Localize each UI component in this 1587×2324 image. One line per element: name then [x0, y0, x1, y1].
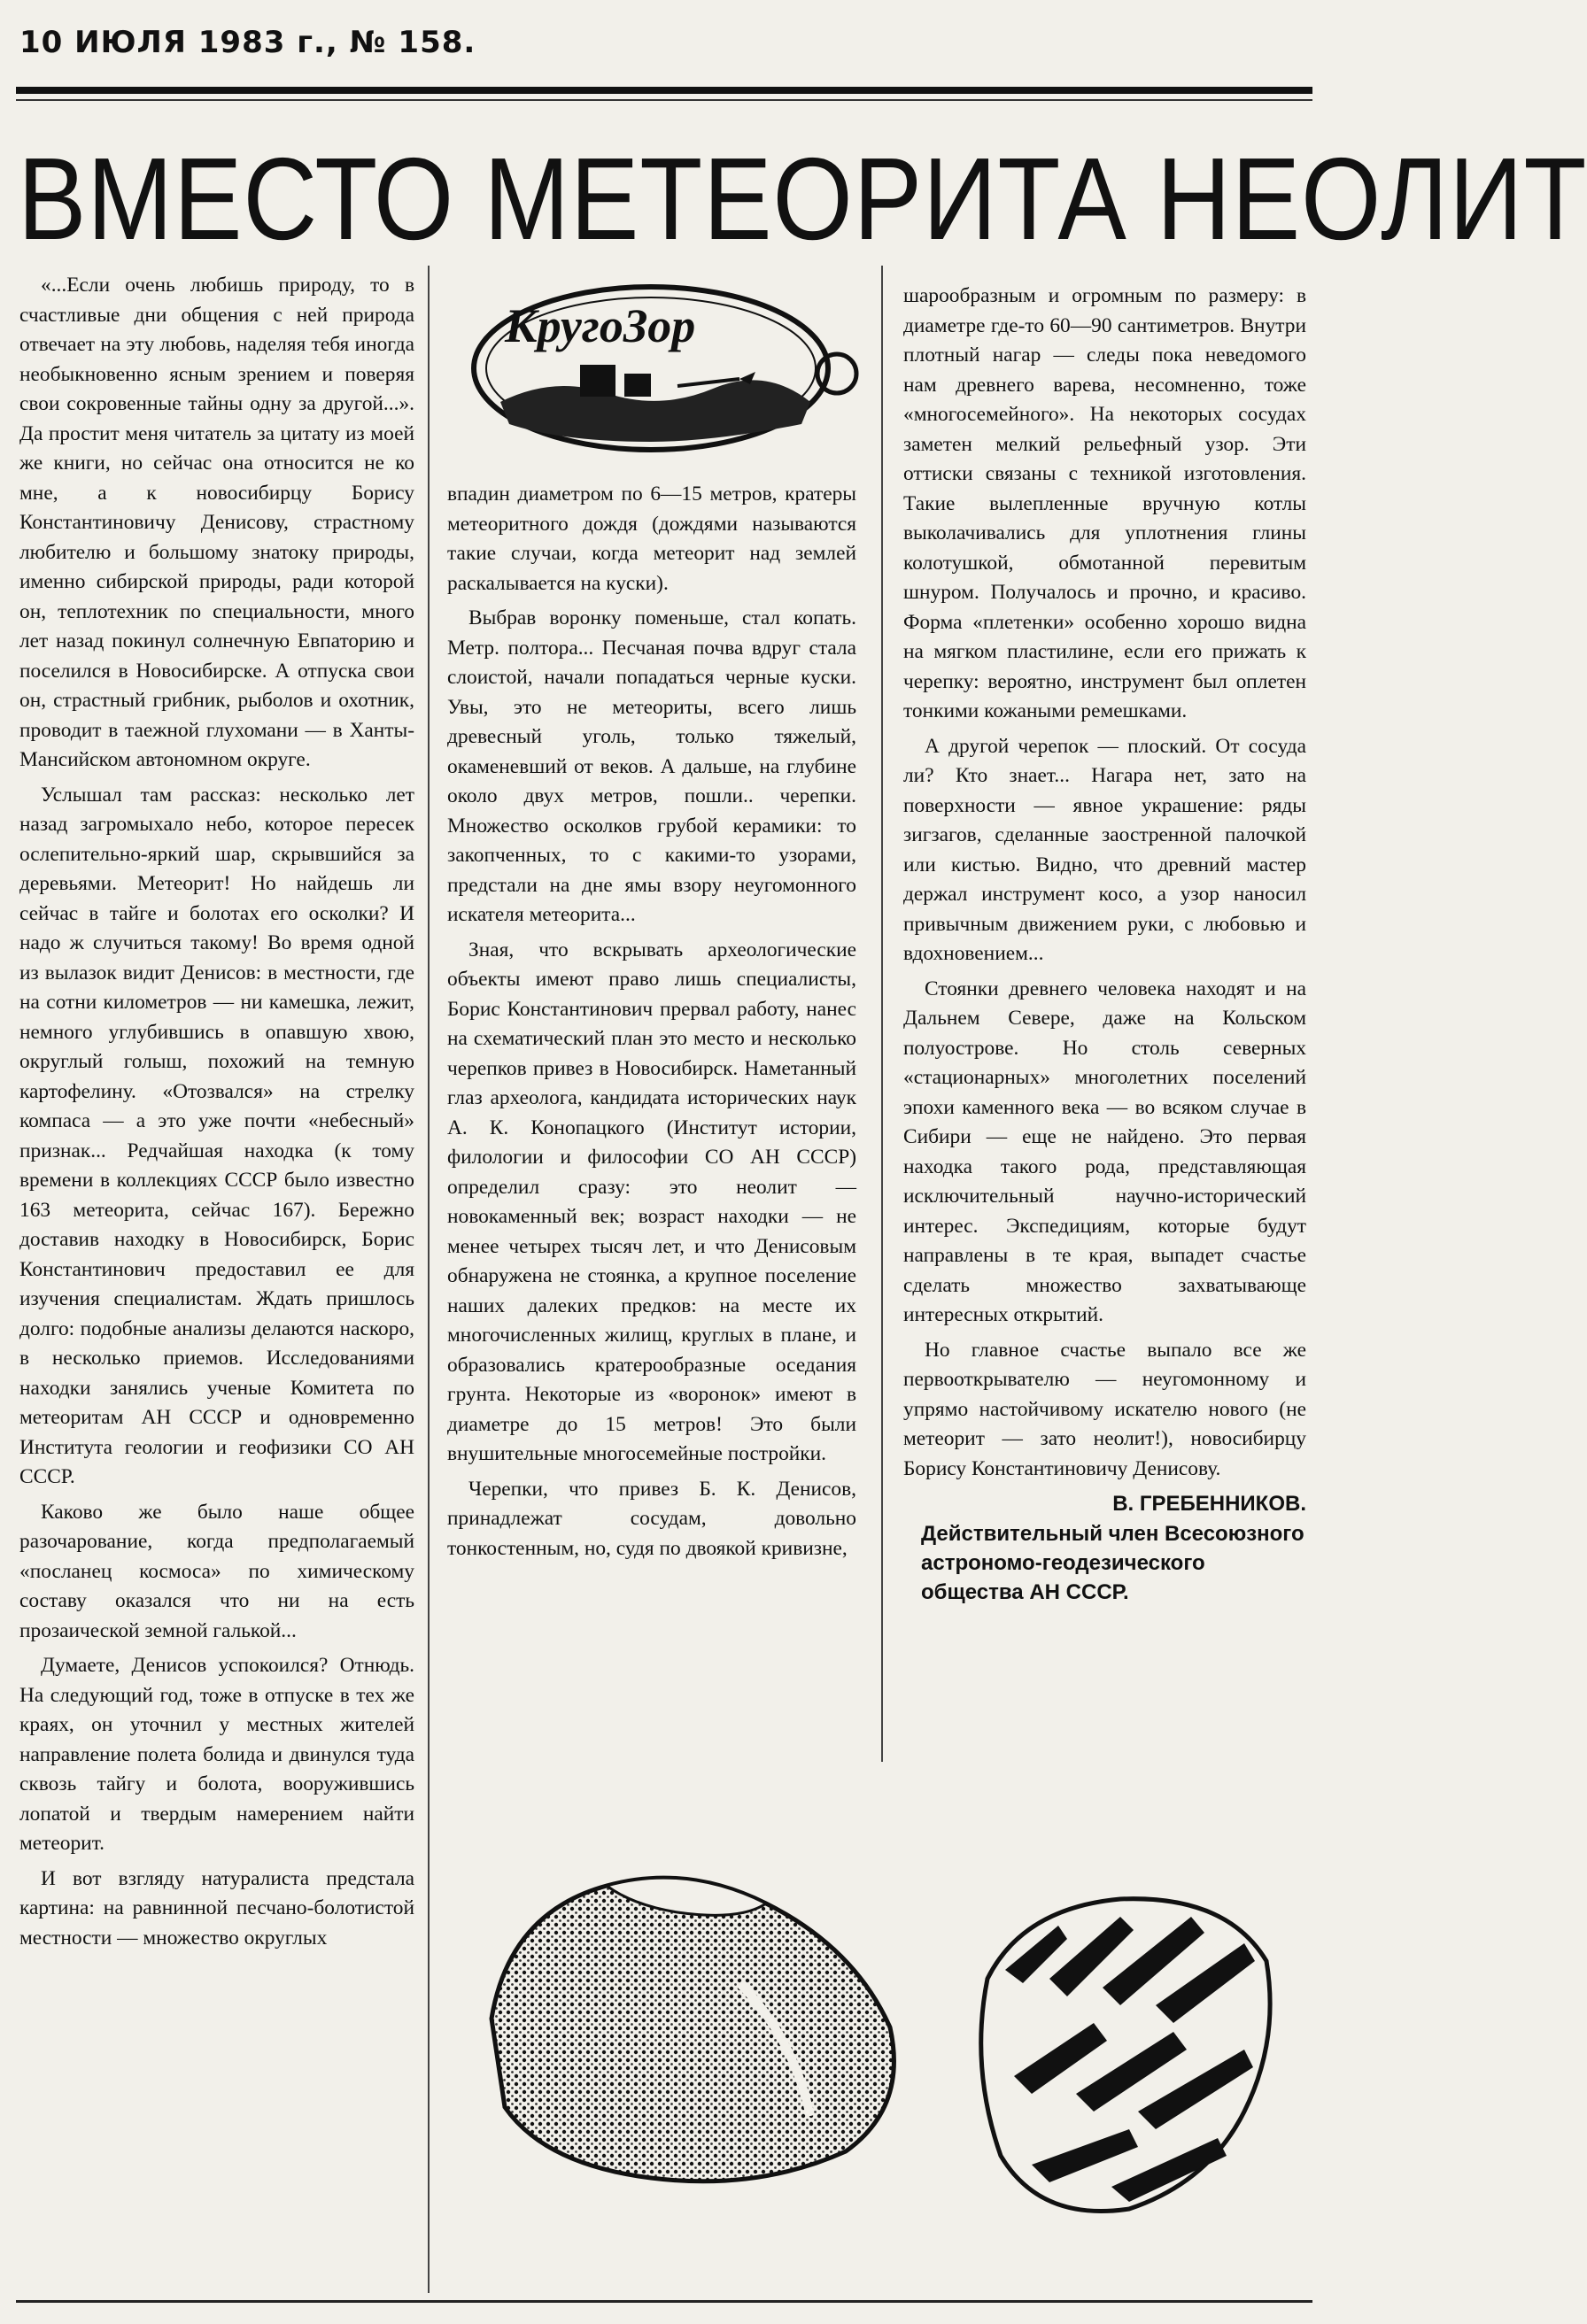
- paragraph: Зная, что вскрывать археологические объекты имеют право лишь специалисты, Борис Константинович прервал работу, нанес на схематический план это место и несколько черепков привез в Новосибирск. Наметанный глаз археолога, кандидата исторических наук А. К. Конопацкого (Институт истории, филологии и философии СО АН СССР) определил сразу: это неолит — новокаменный век; возраст находки — не менее четырех тысяч лет, и что Денисовым обнаружена не стоянка, а крупное поселение наших далеких предков: на месте их многочисленных жилищ, круглых в плане, и образовались кратерообразные оседания грунта. Некоторые из «воронок» имеют в диаметре до 15 метров! Это были внушительные многосемейные постройки.: [447, 938, 856, 1465]
- paragraph: Черепки, что привез Б. К. Денисов, принадлежат сосудам, довольно тонкостенным, но, судя по двоякой кривизне,: [447, 1477, 856, 1560]
- paragraph: Думаете, Денисов успокоился? Отнюдь. На следующий год, тоже в отпуске в тех же краях, он уточнил у местных жителей направление полета болида и двинулся туда сквозь тайгу и болота, вооружившись лопатой и твердым намерением найти метеорит.: [19, 1654, 414, 1855]
- article-column-3: [903, 282, 1306, 1607]
- issue-date: 10 ИЮЛЯ 1983 г., № 158.: [19, 25, 476, 60]
- paragraph: А другой черепок — плоский. От сосуда ли? Кто знает... Нагара нет, зато на поверхности — явное украшение: ряды зигзагов, сделанные заостренной палочкой или кистью. Видно, что древний мастер держал инструмент косо, а узор наносил привычным движением руки, с любовью и вдохновением...: [903, 734, 1306, 965]
- pottery-shard-zigzag-icon: [961, 1872, 1289, 2227]
- paragraph: Но главное счастье выпало все же первооткрывателю — неугомонному и упрямо настойчивому искателю нового (не метеорит — зато неолит!), новосибирцу Борису Константиновичу Денисову.: [903, 1338, 1306, 1480]
- author-signature: [903, 1489, 1306, 1607]
- paragraph: Услышал там рассказ: несколько лет назад загромыхало небо, которое пересек ослепительно-яркий шар, скрывшийся за деревьями. Метеорит! Но найдешь ли сейчас в тайге и болотах его осколки? И надо ж случиться такому! Во время одной из вылазок видит Денисов: в местности, где на сотни километров — ни камешка, лежит, немного углубившись в опавшую хвою, округлый голыш, похожий на темную картофелину. «Отозвался» на стрелку компаса — а это уже почти «небесный» признак... Редчайшая находка (к тому времени в коллекциях СССР было известно 163 метеорита, сейчас 167). Бережно доставив находку в Новосибирск, Борис Константинович предоставил ее для изучения специалистам. Ждать пришлось долго: подобные анализы делаются наскоро, в несколько приемов. Исследованиями находки занялись ученые Комитета по метеоритам АН СССР и одновременно Института геологии и геофизики СО АН СССР.: [19, 783, 414, 1488]
- paragraph: Каково же было наше общее разочарование, когда предполагаемый «посланец космоса» по химическому составу оказался что ни на есть прозаической земной галькой...: [19, 1500, 414, 1642]
- logo-text: КругоЗор: [505, 299, 696, 352]
- article-headline: ВМЕСТО МЕТЕОРИТА НЕОЛИТ: [18, 134, 1587, 264]
- paragraph: Стоянки древнего человека находят и на Дальнем Севере, даже на Кольском полуострове. Но столь северных «стационарных» многолетних поселений эпохи каменного века — во всяком случае в Сибири — еще не найдено. Это первая находка такого рода, представляющая исключительный научно-исторический интерес. Экспедициям, которые будут направлены в те края, выпадет счастье сделать множество захватывающе интересных открытий.: [903, 977, 1306, 1326]
- top-rule: [16, 87, 1312, 94]
- paragraph: впадин диаметром по 6—15 метров, кратеры метеоритного дождя (дождями называются такие случаи, когда метеорит над землей раскалывается на куски).: [447, 483, 856, 595]
- author-role: Действительный член Всесоюзного астрономо-геодезического общества АН СССР.: [921, 1521, 1304, 1604]
- pottery-shard-textured-icon: [474, 1850, 917, 2196]
- bottom-rule: [16, 2300, 1312, 2303]
- article-column-2: [447, 480, 856, 1569]
- column-divider: [881, 266, 883, 1762]
- paragraph: Выбрав воронку поменьше, стал копать. Метр. полтора... Песчаная почва вдруг стала слоистой, начали попадаться черные куски. Увы, это не метеориты, всего лишь древесный уголь, только тяжелый, окаменевший от веков. А дальше, на глубине около двух метров, пошли.. черепки. Множество осколков грубой керамики: то закопченных, то с какими-то узорами, предстали на дне ямы взору неугомонного искателя метеорита...: [447, 606, 856, 926]
- author-name: В. ГРЕБЕННИКОВ.: [1112, 1492, 1306, 1516]
- article-column-1: [19, 271, 414, 1958]
- paragraph: «...Если очень любишь природу, то в счастливые дни общения с ней природа отвечает на эту любовь, наделяя тебя иногда необыкновенно ясным зрением и поверяя свои сокровенные тайны одну за другой...». Да простит меня читатель за цитату из моей же книги, но сейчас она относится не ко мне, а к новосибирцу Борису Константиновичу Денисову, страстному любителю и большому знатоку природы, именно сибирской природы, ради которой он, теплотехник по специальности, много лет назад покинул солнечную Евпаторию и поселился в Новосибирске. А отпуска свои он, страстный грибник, рыболов и охотник, проводит в таежной глухомани — в Ханты-Мансийском автономном округе.: [19, 274, 414, 771]
- paragraph: И вот взгляду натуралиста предстала картина: на равнинной песчано-болотистой местности — множество округлых: [19, 1866, 414, 1950]
- column-divider: [428, 266, 430, 2293]
- paragraph: шарообразным и огромным по размеру: в диаметре где-то 60—90 сантиметров. Внутри плотный нагар — следы пока неведомого нам древнего варева, несомненно, тоже «многосемейного». На некоторых сосудах заметен мелкий рельефный узор. Эти оттиски связаны с техникой изготовления. Такие вылепленные вручную котлы выколачивались для уплотнения глины колотушкой, обмотанной перевитым шнуром. Получалось и прочно, и красиво. Форма «плетенки» особенно хорошо видна на мягком пластилине, если его прижать к черепку: вероятно, инструмент был оплетен тонкими кожаными ремешками.: [903, 284, 1306, 722]
- krugozor-logo: [447, 269, 863, 473]
- krugozor-logo-icon: [447, 269, 863, 473]
- top-rule-thin: [16, 99, 1312, 101]
